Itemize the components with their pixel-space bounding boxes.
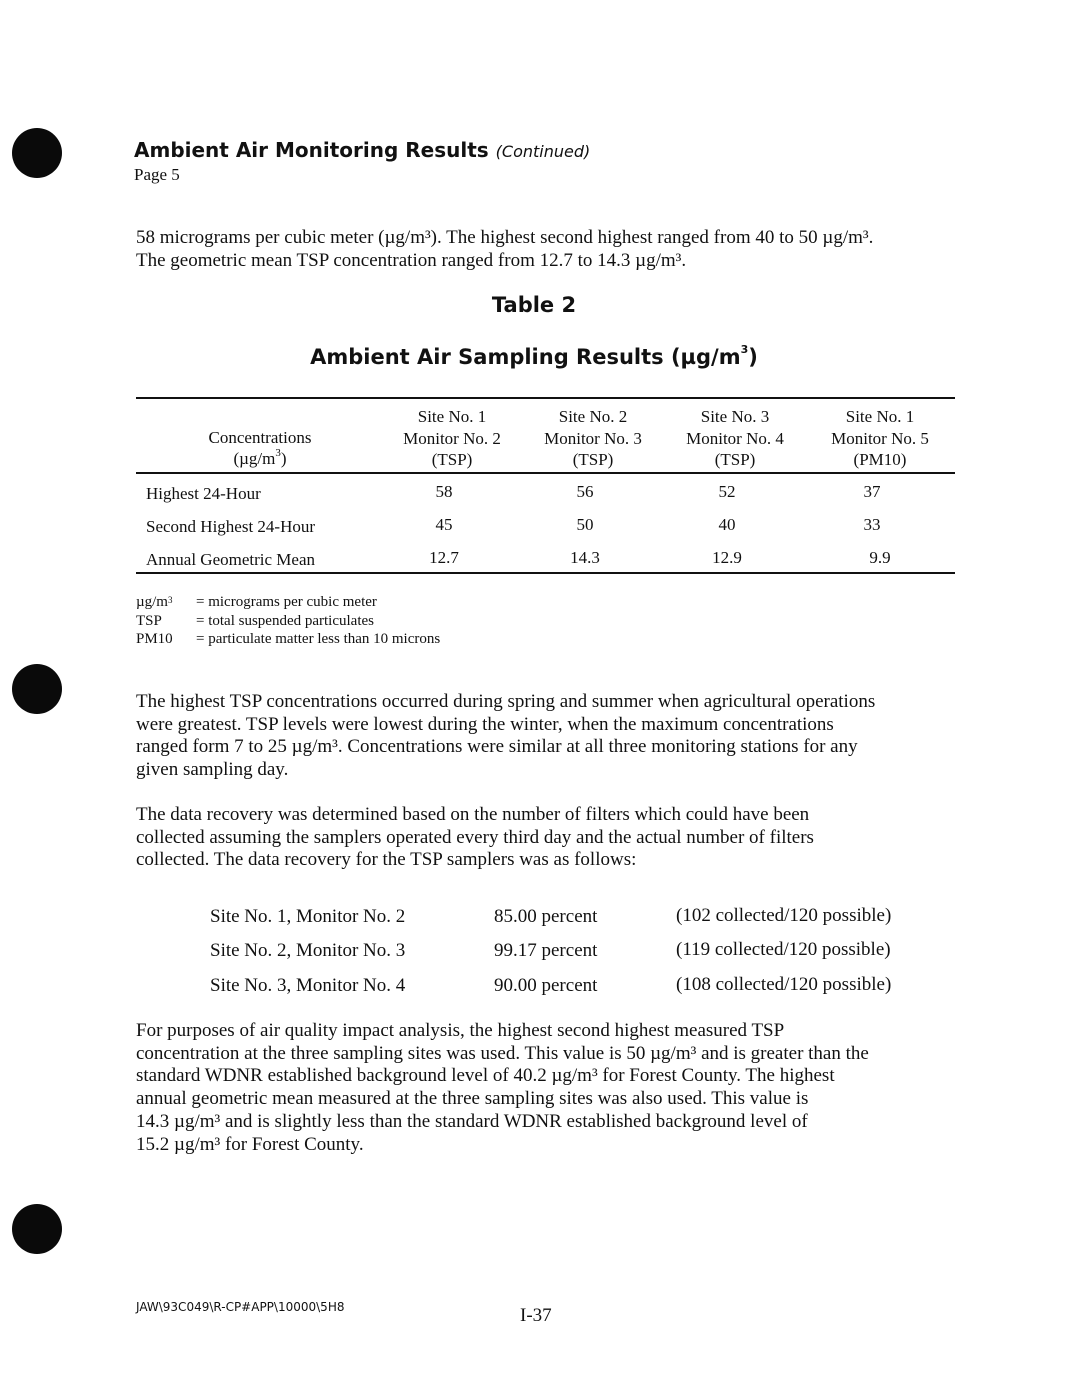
column-header-4 <box>812 406 948 471</box>
row-3-value-2: 14.3 <box>570 548 600 567</box>
row-2-value-3: 40 <box>718 515 736 534</box>
table-number: Table 2 <box>491 293 577 317</box>
row-header-label: Concentrations <box>208 428 312 447</box>
table-title-sup: 3 <box>740 343 749 356</box>
column-monitor-2: Monitor No. 3 <box>544 428 642 448</box>
row-3-value-4: 9.9 <box>869 548 891 567</box>
binder-hole-middle <box>12 664 62 714</box>
column-monitor-1: Monitor No. 2 <box>403 428 501 448</box>
analysis-line-6: 15.2 µg/m³ for Forest County. <box>136 1133 364 1155</box>
abbreviation-list <box>136 593 440 649</box>
row-3-value-3: 12.9 <box>712 548 742 567</box>
recovery-line-1: The data recovery was determined based on the number of filters which could have been <box>136 804 810 825</box>
table-title <box>0 345 1068 369</box>
recovery-percent-2: 99.17 percent <box>494 940 598 961</box>
row-2-value-4: 33 <box>863 515 881 534</box>
seasonal-line-2: were greatest. TSP levels were lowest during the winter, when the maximum concentrations <box>136 713 834 735</box>
table-title-suffix: ) <box>748 345 758 369</box>
abbreviation-definition: = total suspended particulates <box>196 612 374 629</box>
row-header-unit-sup: 3 <box>275 447 281 459</box>
intro-line-2: The geometric mean TSP concentration ranged from 12.7 to 14.3 µg/m³. <box>136 249 687 271</box>
recovery-site-3: Site No. 3, Monitor No. 4 <box>210 975 406 996</box>
recovery-percent-1: 85.00 percent <box>494 906 598 927</box>
row-label-2: Second Highest 24-Hour <box>146 517 316 536</box>
row-1-value-4: 37 <box>863 482 881 501</box>
row-header-cell <box>150 428 370 469</box>
intro-paragraph <box>136 227 873 272</box>
abbreviation-key-text: µg/m <box>136 594 168 610</box>
column-site-3: Site No. 3 <box>700 407 770 426</box>
recovery-line-3: collected. The data recovery for the TSP samplers was as follows: <box>136 849 637 871</box>
seasonal-paragraph <box>136 691 875 782</box>
row-2-value-2: 50 <box>576 515 594 534</box>
recovery-line-2: collected assuming the samplers operated every third day and the actual number of filters <box>136 826 814 848</box>
recovery-detail-2: (119 collected/120 possible) <box>676 939 891 960</box>
seasonal-line-4: given sampling day. <box>136 759 289 781</box>
table-bottom-rule <box>136 572 955 574</box>
column-monitor-3: Monitor No. 4 <box>686 428 784 448</box>
binder-hole-top <box>12 128 62 178</box>
column-type-3: (TSP) <box>714 450 756 469</box>
table-top-rule <box>136 397 955 399</box>
row-3-value-1: 12.7 <box>429 548 459 567</box>
abbreviation-definition: = particulate matter less than 10 microns <box>196 631 441 647</box>
page-number: I-37 <box>520 1305 552 1326</box>
recovery-site-1: Site No. 1, Monitor No. 2 <box>210 906 406 927</box>
recovery-detail-3: (108 collected/120 possible) <box>676 974 892 995</box>
row-header-unit <box>150 449 370 469</box>
abbreviation-key-sup: 3 <box>167 595 173 605</box>
column-header-1 <box>384 406 520 471</box>
row-1-value-2: 56 <box>576 482 594 501</box>
analysis-line-2: concentration at the three sampling sites was used. This value is 50 µg/m³ and is greater than the <box>136 1042 869 1064</box>
recovery-site-2: Site No. 2, Monitor No. 3 <box>210 940 406 961</box>
row-label-3: Annual Geometric Mean <box>146 550 315 569</box>
column-monitor-4: Monitor No. 5 <box>831 428 929 448</box>
row-1-value-1: 58 <box>435 482 453 501</box>
page-label: Page 5 <box>134 165 180 184</box>
column-site-1: Site No. 1 <box>417 407 487 426</box>
recovery-paragraph <box>136 804 814 872</box>
footer-document-code: JAW\93C049\R-CP#APP\10000\5H8 <box>136 1300 345 1314</box>
abbreviation-key <box>136 593 196 612</box>
recovery-detail-1: (102 collected/120 possible) <box>676 905 892 926</box>
column-site-2: Site No. 2 <box>558 407 628 426</box>
analysis-line-4: annual geometric mean measured at the three sampling sites was also used. This value is <box>136 1088 809 1110</box>
row-label-1: Highest 24-Hour <box>146 484 261 503</box>
column-header-3 <box>667 406 803 471</box>
column-type-2: (TSP) <box>572 450 614 469</box>
page-heading <box>134 138 590 162</box>
abbreviation-key: TSP <box>136 612 162 629</box>
row-header-unit-suffix: ) <box>280 449 287 468</box>
intro-line-1: 58 micrograms per cubic meter (µg/m³). The highest second highest ranged from 40 to 50 µg/m³. <box>136 227 874 248</box>
abbreviation-key: PM10 <box>136 631 173 647</box>
column-type-4: (PM10) <box>853 450 907 469</box>
seasonal-line-3: ranged form 7 to 25 µg/m³. Concentrations were similar at all three monitoring stations for any <box>136 736 858 758</box>
heading-title: Ambient Air Monitoring Results <box>134 138 489 162</box>
column-type-1: (TSP) <box>431 450 473 469</box>
row-2-value-1: 45 <box>435 515 453 534</box>
analysis-line-3: standard WDNR established background level of 40.2 µg/m³ for Forest County. The highest <box>136 1065 835 1087</box>
table-header-rule <box>136 472 955 474</box>
column-header-2 <box>525 406 661 471</box>
binder-hole-bottom <box>12 1204 62 1254</box>
recovery-percent-3: 90.00 percent <box>494 975 598 996</box>
heading-continued: (Continued) <box>495 142 591 161</box>
abbreviation-row <box>136 593 440 612</box>
row-1-value-3: 52 <box>718 482 736 501</box>
analysis-line-1: For purposes of air quality impact analysis, the highest second highest measured TSP <box>136 1020 785 1041</box>
seasonal-line-1: The highest TSP concentrations occurred during spring and summer when agricultural operations <box>136 691 876 712</box>
table-title-text: Ambient Air Sampling Results (µg/m <box>310 345 741 369</box>
abbreviation-row <box>136 630 440 649</box>
abbreviation-definition: = micrograms per cubic meter <box>196 594 377 610</box>
column-site-4: Site No. 1 <box>845 407 915 426</box>
row-header-unit-prefix: (µg/m <box>233 449 276 468</box>
analysis-paragraph <box>136 1020 869 1156</box>
abbreviation-row <box>136 612 440 631</box>
analysis-line-5: 14.3 µg/m³ and is slightly less than the standard WDNR established background level of <box>136 1110 808 1132</box>
